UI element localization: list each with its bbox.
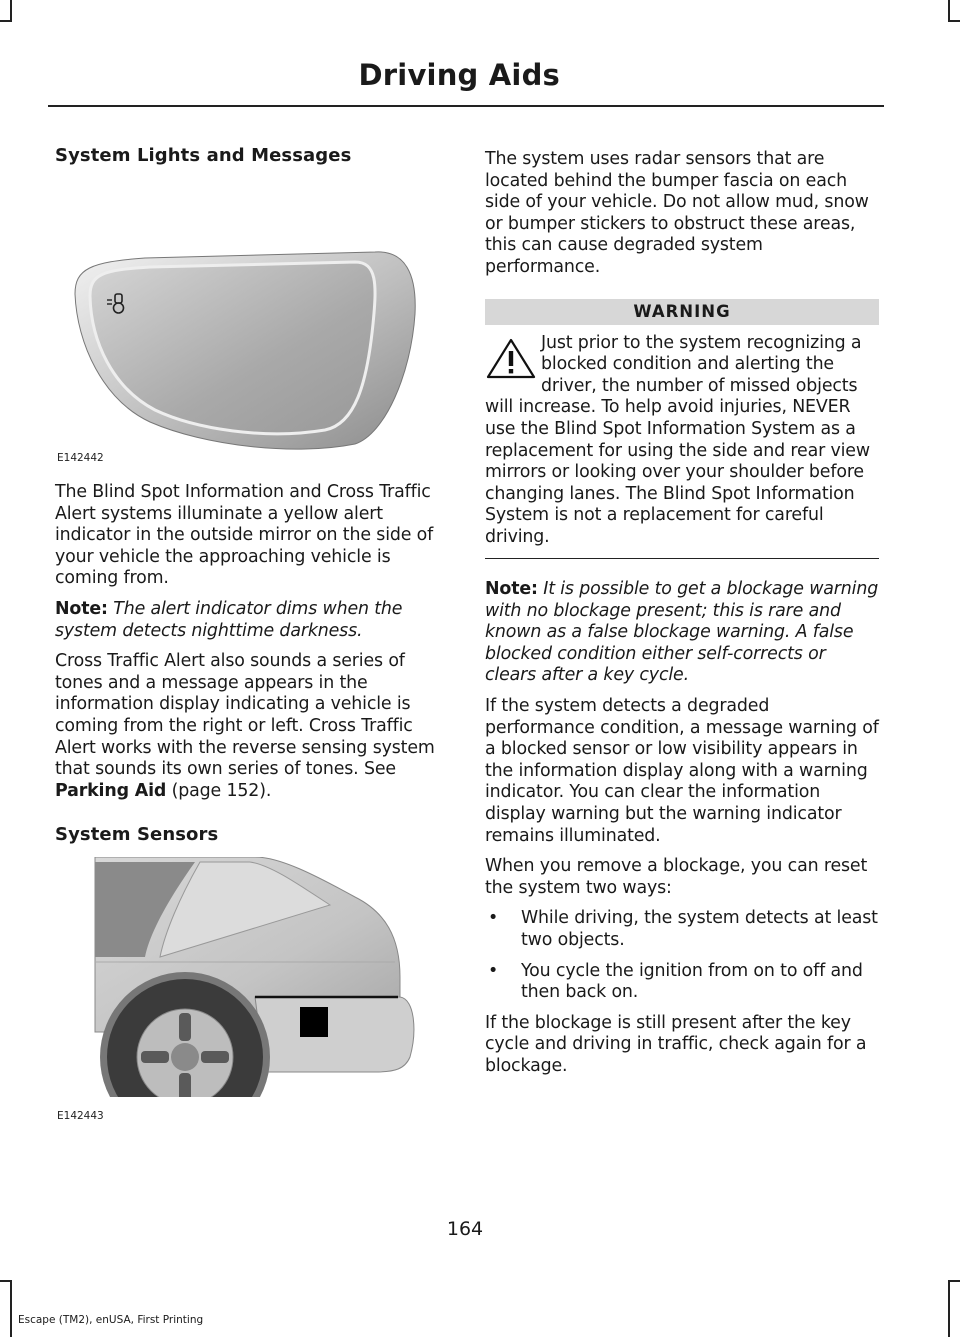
paragraph: The system uses radar sensors that are located behind the bumper fascia on each side of your vehicle. Do not allow mud, snow or bumper stickers to obstruct these areas, this can cause degraded system performance. (485, 149, 869, 277)
crop-mark (0, 20, 12, 22)
footer-text: Escape (TM2), enUSA, First Printing (18, 1314, 204, 1326)
paragraph: If the blockage is still present after the key cycle and driving in traffic, check again for a blockage. (485, 1012, 867, 1076)
header-rule (48, 105, 884, 107)
paragraph: If the system detects a degraded performance condition, a message warning of a blocked sensor or low visibility appears in the information display along with a warning indicator. You can clear the information display warning but the warning indicator remains illuminated. (485, 695, 879, 846)
crop-mark (0, 1280, 12, 1282)
bullet-glyph: • (488, 908, 499, 929)
warning-text: Just prior to the system recognizing a blocked condition and alerting the driver, the number of missed objects will increase. To help avoid injuries, NEVER use the Blind Spot Information System as a replacement for using the side and rear view mirrors or looking over your shoulder before changing lanes. The Blind Spot Information System is not a replacement for careful driving. (485, 332, 870, 547)
paragraph (55, 651, 450, 802)
list-item-text: While driving, the system detects at least two objects. (521, 908, 878, 950)
page-number: 164 (446, 1218, 484, 1240)
list-item (485, 961, 879, 1004)
crop-mark (948, 1280, 960, 1282)
crop-mark (948, 1280, 950, 1337)
mirror-figure (55, 174, 450, 464)
crop-mark (10, 1280, 12, 1337)
paragraph: The Blind Spot Information and Cross Traffic Alert systems illuminate a yellow alert indicator in the outside mirror on the side of your vehicle the approaching vehicle is coming from. (55, 482, 434, 589)
parking-aid-link[interactable]: Parking Aid (55, 780, 167, 801)
note-text: It is possible to get a blockage warning with no blockage present; this is rare and known as a false blockage warning. A false blocked condition either self-corrects or clears after a key cycle. (485, 579, 879, 686)
reset-methods-list (485, 908, 879, 1003)
figure-id: E142442 (57, 452, 104, 464)
bumper-figure (55, 857, 450, 1122)
bullet-glyph: • (488, 960, 499, 981)
list-item (485, 908, 879, 951)
see-prefix: See (363, 759, 396, 780)
page-reference: (page 152). (171, 780, 272, 801)
side-mirror-illustration (55, 174, 450, 464)
warning-box (485, 333, 879, 549)
note-label: Note: (485, 579, 538, 599)
figure-id: E142443 (57, 1110, 104, 1123)
radar-sensor-marker (300, 1007, 328, 1037)
page-section-title: Driving Aids (358, 58, 560, 92)
warning-triangle-icon (485, 337, 537, 381)
warning-rule (485, 558, 879, 560)
paragraph: When you remove a blockage, you can reset the system two ways: (485, 856, 868, 898)
rear-bumper-illustration (55, 857, 450, 1122)
heading-system-sensors: System Sensors (55, 824, 219, 846)
crop-mark (10, 0, 12, 22)
right-column (485, 145, 879, 1077)
list-item-text: You cycle the ignition from on to off and then back on. (521, 960, 863, 1003)
note-label: Note: (55, 598, 108, 619)
note-text: The alert indicator dims when the system detects nighttime darkness. (55, 598, 403, 641)
warning-heading: WARNING (485, 299, 879, 325)
note (485, 579, 879, 687)
left-column (55, 145, 450, 1122)
crop-mark (948, 20, 960, 22)
paragraph-text: Cross Traffic Alert also sounds a series of tones and a message appears in the information display indicating a vehicle is coming from the right or left. Cross Traffic Alert works with the reverse sensing system that sounds its own series of tones. (55, 651, 435, 780)
crop-mark (948, 0, 950, 22)
heading-system-lights: System Lights and Messages (55, 145, 352, 166)
note (55, 599, 450, 642)
